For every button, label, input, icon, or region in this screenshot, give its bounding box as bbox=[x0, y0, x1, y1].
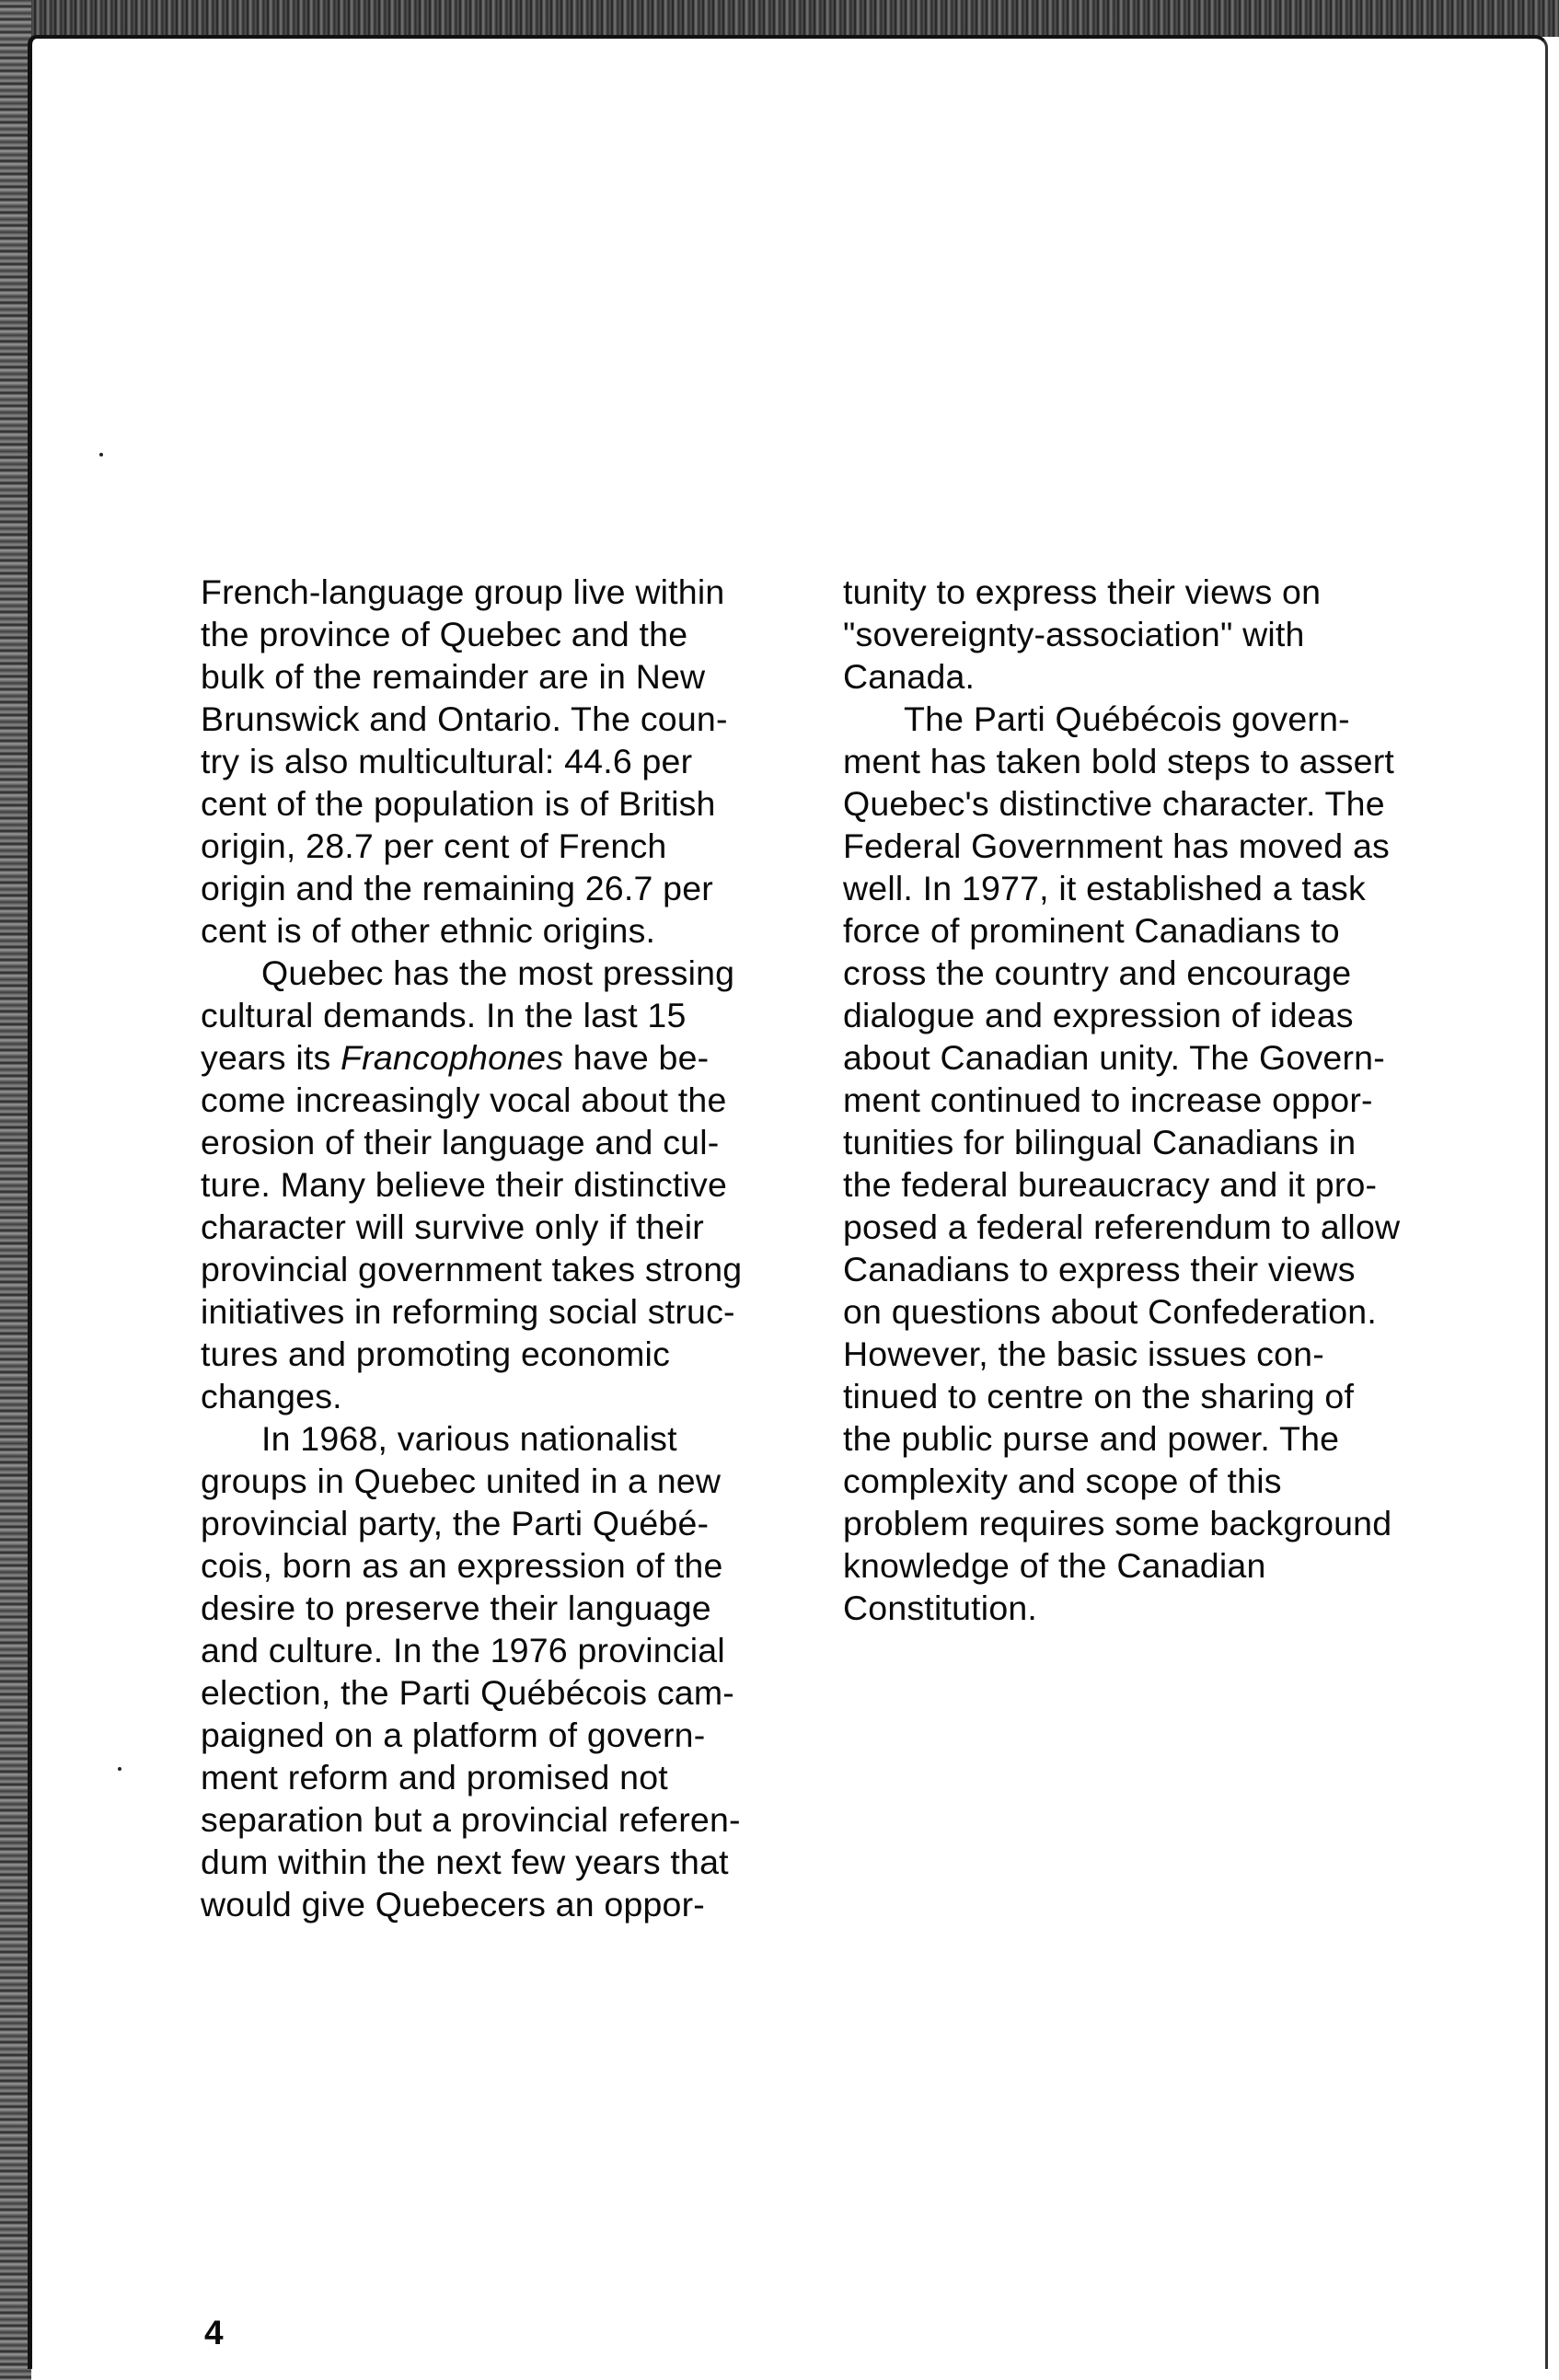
text-line: Constitution. bbox=[843, 1589, 1038, 1627]
text-line: erosion of their language and cul- bbox=[201, 1123, 720, 1161]
text-line: ment reform and promised not bbox=[201, 1758, 668, 1797]
text-line: Brunswick and Ontario. The coun- bbox=[201, 699, 728, 738]
text-line: origin, 28.7 per cent of French bbox=[201, 826, 667, 865]
text-line: character will survive only if their bbox=[201, 1207, 704, 1246]
text-line: the public purse and power. The bbox=[843, 1419, 1340, 1458]
text-line: cultural demands. In the last 15 bbox=[201, 996, 687, 1034]
text-line: separation but a provincial referen- bbox=[201, 1800, 741, 1839]
text-line: The Parti Québécois govern- bbox=[904, 699, 1350, 738]
text-line: would give Quebecers an oppor- bbox=[201, 1885, 705, 1924]
text-line: about Canadian unity. The Govern- bbox=[843, 1038, 1385, 1077]
text-line: force of prominent Canadians to bbox=[843, 911, 1340, 950]
text-line: "sovereignty-association" with bbox=[843, 615, 1305, 653]
italic-term: Francophones bbox=[341, 1038, 564, 1077]
text-line: come increasingly vocal about the bbox=[201, 1080, 727, 1119]
text-line: Quebec has the most pressing bbox=[261, 953, 735, 992]
text-line: In 1968, various nationalist bbox=[261, 1419, 677, 1458]
text-line: ture. Many believe their distinctive bbox=[201, 1165, 728, 1204]
text-line: cent of the population is of British bbox=[201, 784, 716, 823]
text-line: paigned on a platform of govern- bbox=[201, 1716, 706, 1754]
text-line: try is also multicultural: 44.6 per bbox=[201, 742, 693, 780]
scan-edge-left bbox=[0, 0, 31, 2380]
text-run: years its bbox=[201, 1038, 341, 1077]
text-line: ment has taken bold steps to assert bbox=[843, 742, 1394, 780]
text-line: initiatives in reforming social struc- bbox=[201, 1292, 735, 1331]
text-line bbox=[201, 1036, 799, 1079]
text-line: cent is of other ethnic origins. bbox=[201, 911, 656, 950]
text-run: have be- bbox=[563, 1038, 710, 1077]
text-line: election, the Parti Québécois cam- bbox=[201, 1673, 734, 1712]
text-line: tunity to express their views on bbox=[843, 572, 1322, 611]
scan-edge-top bbox=[0, 0, 1559, 37]
text-line: French-language group live within bbox=[201, 572, 725, 611]
text-line: problem requires some background bbox=[843, 1504, 1392, 1542]
text-line: cois, born as an expression of the bbox=[201, 1546, 723, 1585]
text-line: groups in Quebec united in a new bbox=[201, 1462, 722, 1500]
text-line: on questions about Confederation. bbox=[843, 1292, 1377, 1331]
text-line: well. In 1977, it established a task bbox=[843, 869, 1366, 907]
text-line: bulk of the remainder are in New bbox=[201, 657, 706, 696]
text-line: provincial government takes strong bbox=[201, 1250, 743, 1288]
left-text-column bbox=[201, 571, 799, 1925]
text-line: Canadians to express their views bbox=[843, 1250, 1356, 1288]
text-line: tinued to centre on the sharing of bbox=[843, 1377, 1355, 1415]
text-line: and culture. In the 1976 provincial bbox=[201, 1631, 725, 1669]
text-line: tures and promoting economic bbox=[201, 1334, 671, 1373]
dust-speck bbox=[118, 1767, 121, 1771]
dust-speck bbox=[99, 453, 103, 456]
text-line: dialogue and expression of ideas bbox=[843, 996, 1354, 1034]
text-line: posed a federal referendum to allow bbox=[843, 1207, 1401, 1246]
text-line: Canada. bbox=[843, 657, 976, 696]
text-line: desire to preserve their language bbox=[201, 1589, 711, 1627]
text-line: tunities for bilingual Canadians in bbox=[843, 1123, 1357, 1161]
page-number: 4 bbox=[204, 2314, 224, 2351]
text-line: dum within the next few years that bbox=[201, 1843, 729, 1881]
text-line: knowledge of the Canadian bbox=[843, 1546, 1266, 1585]
text-line: changes. bbox=[201, 1377, 342, 1415]
text-line: However, the basic issues con- bbox=[843, 1334, 1324, 1373]
text-line: the federal bureaucracy and it pro- bbox=[843, 1165, 1378, 1204]
text-line: ment continued to increase oppor- bbox=[843, 1080, 1373, 1119]
text-line: cross the country and encourage bbox=[843, 953, 1352, 992]
text-line: Federal Government has moved as bbox=[843, 826, 1390, 865]
right-text-column bbox=[843, 571, 1469, 1629]
text-line: origin and the remaining 26.7 per bbox=[201, 869, 713, 907]
text-line: Quebec's distinctive character. The bbox=[843, 784, 1385, 823]
text-line: provincial party, the Parti Québé- bbox=[201, 1504, 710, 1542]
text-line: complexity and scope of this bbox=[843, 1462, 1282, 1500]
text-line: the province of Quebec and the bbox=[201, 615, 688, 653]
